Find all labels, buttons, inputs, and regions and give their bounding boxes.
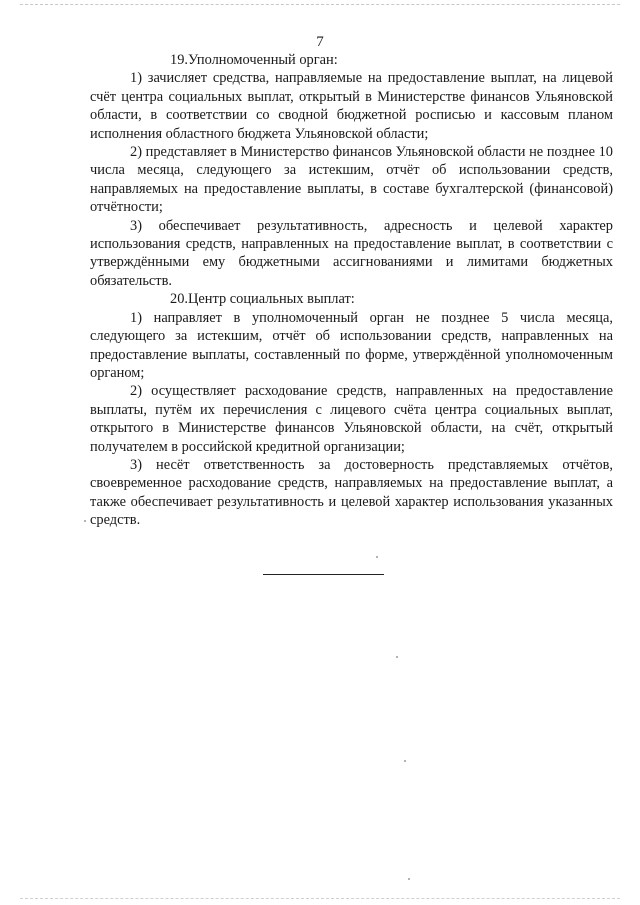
- paragraph: 3) несёт ответственность за достоверность представляемых отчётов, своевременное расходование средств, направляемых на предоставление выплат, а также обеспечивает результативность и целевой характер использования указанных средств.: [90, 456, 613, 529]
- section-number: 19.: [170, 52, 188, 68]
- paragraph: 3) обеспечивает результативность, адресность и целевой характер использования средств, направленных на предоставление выплат, в соответствии с утверждёнными ему бюджетными ассигнованиями и лимитами бюджетных обязательств.: [90, 217, 613, 289]
- scan-edge-top: [20, 4, 620, 5]
- paragraph: 2) представляет в Министерство финансов Ульяновской области не позднее 10 числа месяца, следующего за истекшим, отчёт об использовании средств, направляемых на предоставление выплаты, в составе бухгалтерской (финансовой) отчётности;: [90, 144, 613, 216]
- scan-edge-bottom: [20, 898, 620, 899]
- scan-speck: [84, 520, 86, 522]
- paragraph: 1) зачисляет средства, направляемые на предоставление выплат, на лицевой счёт центра социальных выплат, открытый в Министерстве финансов Ульяновской области, в соответствии со сводной бюджетной росписью и кассовым планом исполнения областного бюджета Ульяновской области;: [90, 70, 613, 142]
- end-separator-line: [263, 574, 384, 575]
- scan-speck: [376, 556, 378, 558]
- paragraph: 1) направляет в уполномоченный орган не позднее 5 числа месяца, следующего за истекшим, отчёт об использовании средств, направленных на предоставление выплаты, составленный по форме, утверждённой уполномоченным органом;: [90, 309, 613, 381]
- section-heading-20: [90, 290, 613, 308]
- scan-speck: [408, 878, 410, 880]
- section-title: Уполномоченный орган:: [188, 52, 338, 68]
- section-number: 20.: [170, 291, 188, 308]
- scan-speck: [396, 656, 398, 658]
- document-body: [90, 51, 613, 530]
- paragraph: 2) осуществляет расходование средств, направленных на предоставление выплаты, путём их перечисления с лицевого счёта центра социальных выплат, открытого в Министерстве финансов Ульяновской области, на счёт, открытый получателем в российской кредитной организации;: [90, 383, 613, 455]
- section-title: Центр социальных выплат:: [188, 291, 355, 308]
- section-heading-19: [90, 51, 613, 69]
- page-number: 7: [316, 34, 324, 50]
- scan-speck: [404, 760, 406, 762]
